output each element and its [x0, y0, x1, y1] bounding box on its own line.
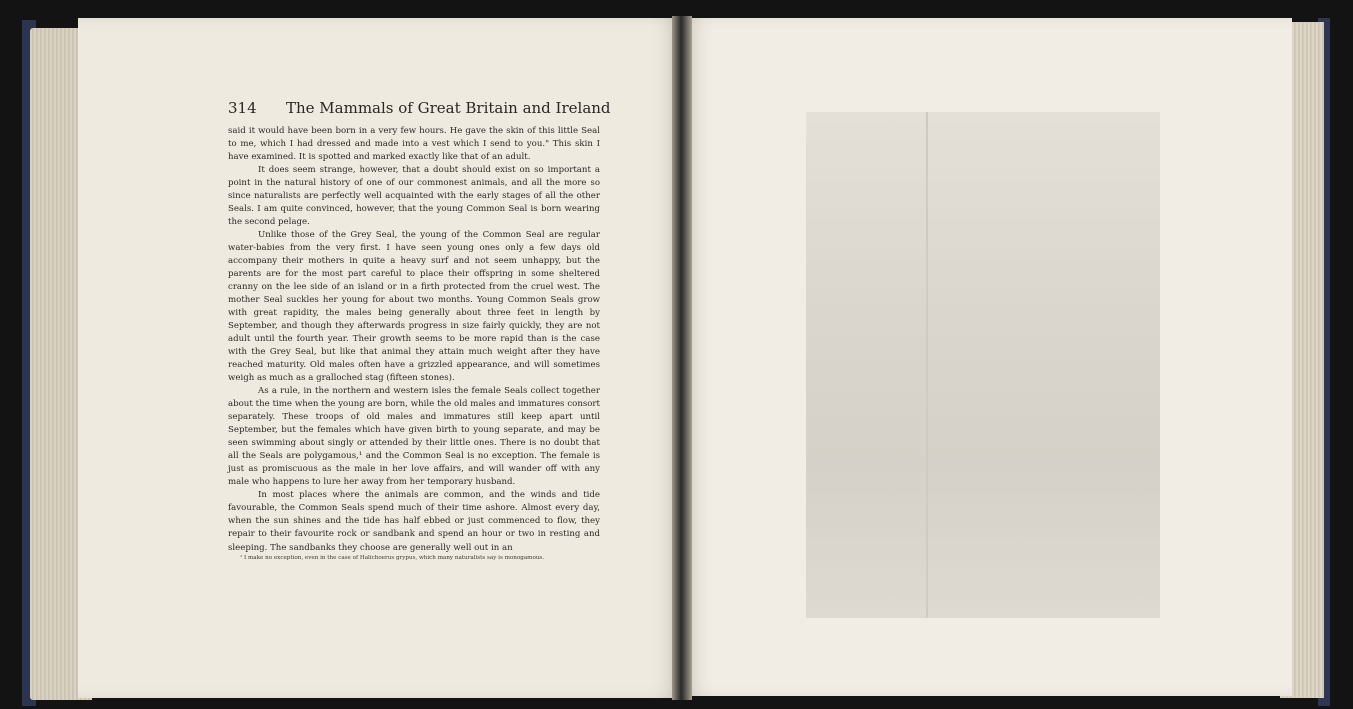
paragraph: Unlike those of the Grey Seal, the young of the Common Seal are regular water-babies from the very first. I have seen young ones only a few days old accompany their mothers in quite a heavy surf and not seem unhappy, but the parents are for the most part careful to place their offspring in some sheltered cranny on the lee side of an island or in a firth protected from the cruel west. The mother Seal suckles her young for about two months. Young Common Seals grow with great rapidity, the males being generally about three feet in length by September, and though they afterwards progress in size fairly quickly, they are not adult until the fourth year. Their growth seems to be more rapid than is the case with the Grey Seal, but like that animal they attain much weight after they have reached maturity. Old males often have a grizzled appearance, and will sometimes weigh as much as a gralloched stag (fifteen stones). — [228, 230, 600, 384]
running-title: The Mammals of Great Britain and Ireland — [286, 99, 611, 117]
page-number: 314 — [228, 99, 257, 117]
paragraph: It does seem strange, however, that a doubt should exist on so important a point in the natural history of one of our commonest animals, and all the more so since naturalists are perfectly well acquainted with the early stages of all the other Seals. I am quite convinced, however, that the young Common Seal is born wearing the second pelage. — [228, 165, 600, 228]
book-gutter — [672, 16, 692, 700]
paragraph: As a rule, in the northern and western isles the female Seals collect together about the time when the young are born, while the old males and immatures consort separately. These troops of old males and immatures still keep apart until September, but the females which have given birth to young separate, and may be seen swimming about singly or attended by their little ones. There is no doubt that all the Seals are polygamous,¹ and the Common Seal is no exception. The female is just as promiscuous as the male in her love affairs, and will wander off with any male who happens to lure her away from her temporary husband. — [228, 386, 600, 488]
paragraph: said it would have been born in a very few hours. He gave the skin of this little Seal to me, which I had dressed and made into a vest which I send to you." This skin I have examined. It is spotted and marked exactly like that of an adult. — [228, 126, 600, 163]
plate-divider — [926, 112, 928, 618]
body-text — [228, 125, 600, 555]
footnote: ¹ I make no exception, even in the case of Halichoerus grypus, which many naturalists say is monogamous. — [240, 555, 545, 561]
page-header — [228, 99, 611, 123]
illustration-plate — [806, 112, 1160, 618]
paragraph: In most places where the animals are common, and the winds and tide favourable, the Common Seals spend much of their time ashore. Almost every day, when the sun shines and the tide has half ebbed or just commenced to flow, they repair to their favourite rock or sandbank and spend an hour or two in resting and sleeping. The sandbanks they choose are generally well out in an — [228, 490, 600, 553]
